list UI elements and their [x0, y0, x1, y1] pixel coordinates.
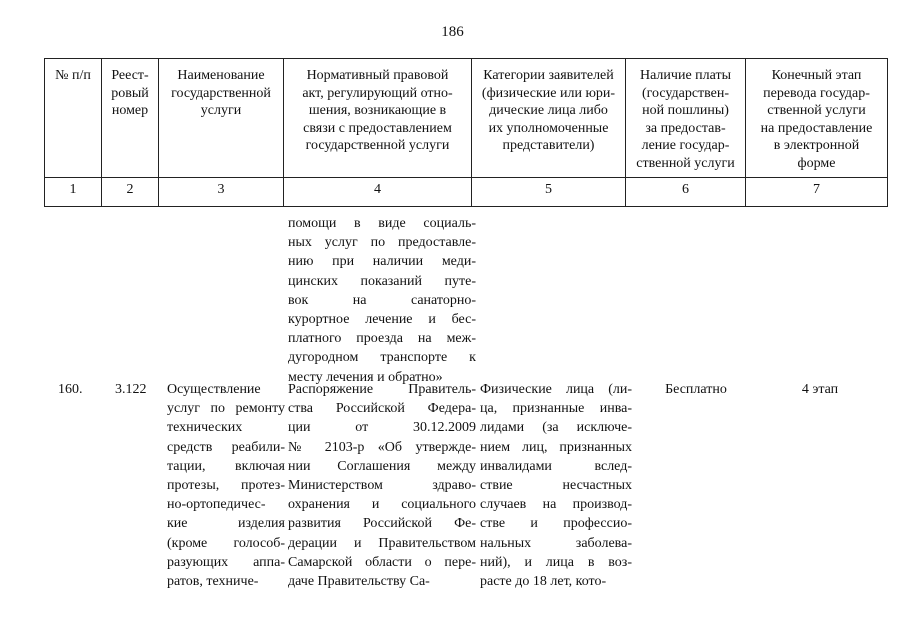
- text-line: № п/п: [55, 68, 91, 83]
- text-line: представители): [502, 138, 595, 153]
- row-applicant-categories: [480, 380, 632, 591]
- text-line: Наименование: [177, 68, 265, 83]
- text-line: ствие несчастных: [480, 478, 632, 494]
- text-line: Физические лица (ли-: [480, 382, 632, 397]
- legal-act-continuation: [288, 214, 476, 387]
- text-line: ства Российской Федера-: [288, 401, 476, 417]
- text-line: ции от 30.12.2009: [288, 420, 476, 436]
- header-cell-final-stage: [746, 59, 888, 178]
- row-final-stage: 4 этап: [801, 382, 839, 397]
- text-line: лидами (за исключе-: [480, 420, 632, 436]
- text-line: кие изделия: [167, 516, 285, 532]
- text-line: технических: [167, 420, 243, 436]
- row-registry-number: 3.122: [115, 382, 147, 397]
- text-line: форме: [797, 155, 836, 171]
- column-number: 5: [472, 178, 626, 207]
- header-cell-fee: [626, 59, 746, 178]
- text-line: развития Российской Фе-: [288, 516, 476, 532]
- text-line: Категории заявителей: [483, 68, 614, 83]
- text-line: инвалидами вслед-: [480, 458, 632, 474]
- text-line: за предостав-: [645, 120, 726, 136]
- text-line: № 2103-р «Об утвержде-: [288, 439, 476, 455]
- header-cell-service-name: [159, 59, 284, 178]
- text-line: дугородном транспорте к: [288, 350, 476, 366]
- column-number: 1: [45, 178, 102, 207]
- text-line: (государствен-: [641, 85, 730, 101]
- column-number: 7: [746, 178, 888, 207]
- text-line: акт, регулирующий отно-: [302, 85, 453, 101]
- text-line: средств реабили-: [167, 439, 285, 455]
- text-line: государственной услуги: [305, 138, 450, 153]
- text-line: Реест-: [111, 68, 149, 83]
- text-line: нальных заболева-: [480, 535, 632, 551]
- header-cell-number: [45, 59, 102, 178]
- text-line: но-ортопедичес-: [167, 497, 266, 513]
- row-service-name: [167, 380, 285, 591]
- column-number-row: [45, 178, 888, 207]
- text-line: цинских показаний путе-: [288, 273, 476, 289]
- text-line: в электронной: [773, 138, 860, 153]
- row-legal-act: [288, 380, 476, 591]
- text-line: связи с предоставлением: [303, 120, 452, 136]
- text-line: Распоряжение Правитель-: [288, 382, 476, 397]
- text-line: разующих аппа-: [167, 554, 285, 570]
- text-line: нию при наличии меди-: [288, 254, 476, 270]
- text-line: ратов, техниче-: [167, 574, 259, 590]
- text-line: на предоставление: [760, 120, 873, 136]
- column-number: 6: [626, 178, 746, 207]
- text-line: (физические или юри-: [481, 85, 616, 101]
- text-line: ление государ-: [641, 138, 730, 153]
- header-cell-registry: [102, 59, 159, 178]
- text-line: дические лица либо: [489, 103, 608, 118]
- text-line: ровый: [111, 85, 149, 101]
- text-line: ной пошлины): [642, 103, 729, 118]
- text-line: (кроме голособ-: [167, 535, 285, 551]
- text-line: услуг по ремонту: [167, 401, 285, 417]
- text-line: Наличие платы: [639, 68, 732, 83]
- text-line: ний), и лица в воз-: [480, 554, 632, 570]
- text-line: ца, признанные инва-: [480, 401, 632, 417]
- text-line: нием лиц, признанных: [480, 439, 632, 455]
- text-line: Самарской области о пере-: [288, 554, 476, 570]
- text-line: нии Соглашения между: [288, 458, 476, 474]
- row-number: 160.: [58, 382, 83, 397]
- text-line: их уполномоченные: [488, 120, 609, 136]
- text-line: платного проезда на меж-: [288, 331, 476, 347]
- text-line: дерации и Правительством: [288, 535, 476, 551]
- text-line: Осуществление: [167, 382, 261, 397]
- header-table: [44, 58, 888, 207]
- text-line: помощи в виде социаль-: [288, 216, 476, 231]
- column-number: 4: [284, 178, 472, 207]
- text-line: ственной услуги: [767, 103, 866, 118]
- text-line: расте до 18 лет, кото-: [480, 574, 607, 590]
- page-number: 186: [441, 24, 464, 40]
- text-line: Министерством здраво-: [288, 478, 476, 494]
- text-line: тации, включая: [167, 458, 285, 474]
- row-fee: Бесплатно: [665, 382, 727, 397]
- text-line: Конечный этап: [771, 68, 862, 83]
- column-number: 3: [159, 178, 284, 207]
- column-number: 2: [102, 178, 159, 207]
- text-line: курортное лечение и бес-: [288, 312, 476, 328]
- text-line: случаев на производ-: [480, 497, 632, 513]
- text-line: шения, возникающие в: [308, 103, 447, 118]
- header-row: [45, 59, 888, 178]
- text-line: вок на санаторно-: [288, 292, 476, 308]
- text-line: даче Правительству Са-: [288, 574, 430, 590]
- text-line: государственной: [171, 85, 271, 101]
- header-cell-applicants: [472, 59, 626, 178]
- text-line: стве и профессио-: [480, 516, 632, 532]
- text-line: протезы, протез-: [167, 478, 285, 494]
- header-cell-legal-act: [284, 59, 472, 178]
- text-line: Нормативный правовой: [306, 68, 449, 83]
- text-line: ных услуг по предоставле-: [288, 235, 476, 251]
- text-line: ственной услуги: [636, 155, 735, 171]
- text-line: услуги: [200, 103, 242, 118]
- text-line: охранения и социального: [288, 497, 476, 513]
- text-line: перевода государ-: [763, 85, 870, 101]
- text-line: номер: [111, 103, 149, 118]
- text-line: месту лечения и обратно»: [288, 369, 443, 385]
